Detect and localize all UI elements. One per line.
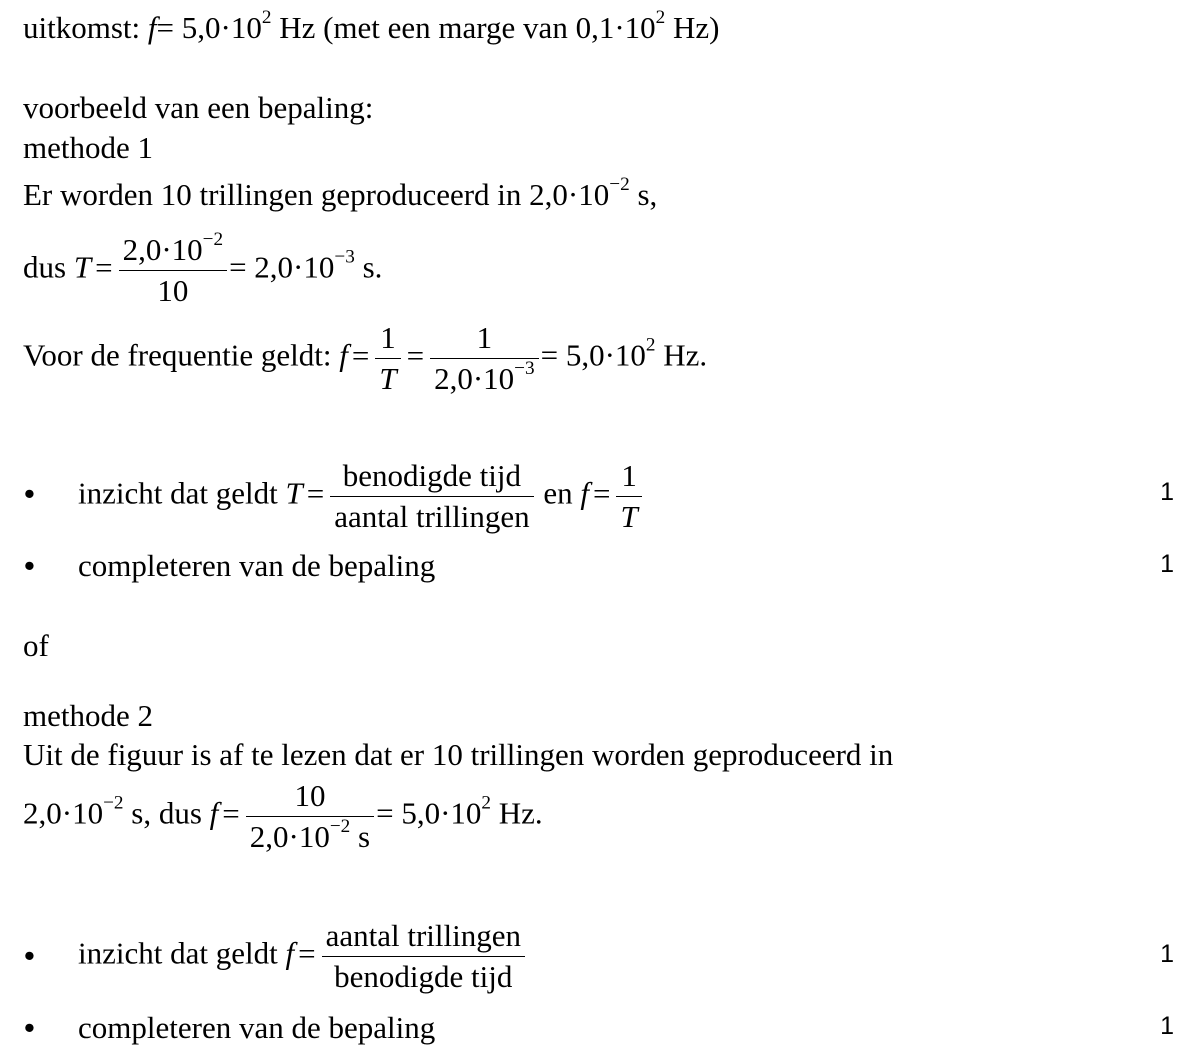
m2-bullet1-score: 1	[1160, 940, 1174, 968]
m1-b1-en: en	[535, 475, 581, 511]
uitkomst-var: f	[147, 10, 157, 45]
of-text: of	[23, 628, 49, 663]
uitkomst-exp: 2	[261, 7, 272, 29]
m1-l3-result: = 5,0·10	[540, 337, 646, 373]
m2-b1-num: aantal trillingen	[325, 918, 521, 953]
m2-l2-unit: s, dus	[123, 795, 210, 831]
uitkomst-line	[23, 7, 720, 46]
m2-l2-result-unit: Hz.	[491, 795, 543, 831]
m1-bullet1-score: 1	[1160, 478, 1174, 506]
methode2-line1: Uit de figuur is af te lezen dat er 10 trillingen worden geproduceerd in	[23, 737, 894, 772]
m2-bullet2-text: completeren van de bepaling	[78, 1010, 436, 1045]
m1-b1-den2: T	[616, 496, 641, 537]
m1-b1-num: benodigde tijd	[342, 458, 522, 493]
m1-l3-num2: 1	[476, 320, 493, 355]
uitkomst-label: uitkomst:	[23, 10, 148, 45]
m1-l1-exp: −2	[609, 174, 630, 196]
m1-l3-result-exp: 2	[645, 334, 656, 356]
m1-l3-eq2: =	[406, 337, 425, 373]
m1-l3-fraction1	[375, 318, 400, 399]
m1-l2-num-base: 2,0·10	[122, 232, 203, 267]
m1-l2-result: = 2,0·10	[229, 249, 335, 285]
m1-bullet1-glyph: •	[24, 476, 35, 511]
m2-l2-exp: −2	[103, 792, 124, 814]
methode1-line3	[23, 318, 707, 399]
uitkomst-unit: Hz)	[665, 10, 720, 45]
m1-l2-eq: =	[95, 249, 113, 285]
methode2-line2	[23, 776, 543, 857]
m1-l3-den2-exp: −3	[514, 358, 535, 380]
uitkomst-value: = 5,0·10	[156, 10, 262, 45]
m1-l3-eq: =	[351, 337, 370, 373]
m1-l1-value: 2,0·10	[529, 177, 610, 212]
m2-bullet1-glyph: •	[24, 938, 35, 973]
m2-b1-den: benodigde tijd	[322, 956, 525, 997]
m2-l2-den-exp: −2	[329, 816, 351, 838]
m2-bullet1-text	[78, 916, 527, 997]
m2-l2-den	[246, 816, 374, 857]
m1-l2-num-exp: −2	[202, 229, 224, 251]
m1-b1-num2: 1	[621, 458, 637, 493]
m1-b1-fraction2	[616, 456, 641, 537]
m2-l2-result-exp: 2	[481, 792, 492, 814]
m1-l2-fraction	[119, 230, 228, 311]
m2-l2-result: = 5,0·10	[376, 795, 482, 831]
m1-l3-den1: T	[375, 358, 400, 399]
m1-l3-den2-base: 2,0·10	[434, 361, 515, 396]
m1-l3-var: f	[339, 337, 348, 373]
m1-b1-fraction	[330, 456, 533, 537]
m1-l1-unit: s,	[629, 177, 658, 212]
m1-b1-var2: f	[580, 475, 589, 511]
m2-l2-eq: =	[222, 795, 240, 831]
m2-bullet2-score: 1	[1160, 1012, 1174, 1040]
m2-l2-var: f	[209, 795, 219, 831]
m1-bullet1-text	[78, 456, 644, 537]
methode1-line1	[23, 174, 658, 213]
m2-b1-eq: =	[298, 935, 316, 971]
m1-bullet2-text: completeren van de bepaling	[78, 548, 436, 583]
m1-b1-eq: =	[306, 475, 325, 511]
m2-l2-fraction	[246, 776, 374, 857]
m2-b1-fraction	[322, 916, 525, 997]
m1-l3-fraction2	[430, 318, 539, 399]
m1-l2-denominator: 10	[119, 270, 228, 311]
m2-l2-num: 10	[294, 778, 326, 813]
voorbeeld-heading: voorbeeld van een bepaling:	[23, 90, 374, 125]
m1-bullet2-score: 1	[1160, 550, 1174, 578]
methode2-title: methode 2	[23, 698, 153, 733]
m1-b1-den: aantal trillingen	[330, 496, 533, 537]
m2-b1-label: inzicht dat geldt	[78, 935, 286, 971]
m1-l3-num1: 1	[380, 320, 396, 355]
m2-l2-value: 2,0·10	[23, 795, 104, 831]
methode1-line2	[23, 230, 382, 311]
uitkomst-margin-exp: 2	[655, 7, 666, 29]
m1-b1-var: T	[285, 475, 303, 511]
m1-l2-prefix: dus	[23, 249, 74, 285]
methode1-title: methode 1	[23, 130, 153, 165]
uitkomst-margin: Hz (met een marge van 0,1·10	[271, 10, 656, 45]
m2-bullet2-glyph: •	[24, 1010, 35, 1045]
m1-l1-text: Er worden 10 trillingen geproduceerd in	[23, 177, 530, 212]
m1-l2-unit: s.	[354, 249, 383, 285]
m1-l3-unit: Hz.	[655, 337, 708, 373]
m1-l3-prefix: Voor de frequentie geldt:	[23, 337, 340, 373]
m1-bullet2-glyph: •	[24, 548, 35, 583]
m1-l3-den2	[430, 358, 539, 399]
m2-b1-var: f	[285, 935, 295, 971]
m1-l2-result-exp: −3	[334, 246, 355, 268]
m2-l2-den-unit: s	[350, 819, 371, 854]
m1-l2-numerator	[119, 230, 228, 270]
m1-l2-var: T	[73, 249, 92, 285]
m1-b1-eq2: =	[593, 475, 611, 511]
m1-b1-label: inzicht dat geldt	[78, 475, 286, 511]
m2-l2-den-base: 2,0·10	[249, 819, 330, 854]
